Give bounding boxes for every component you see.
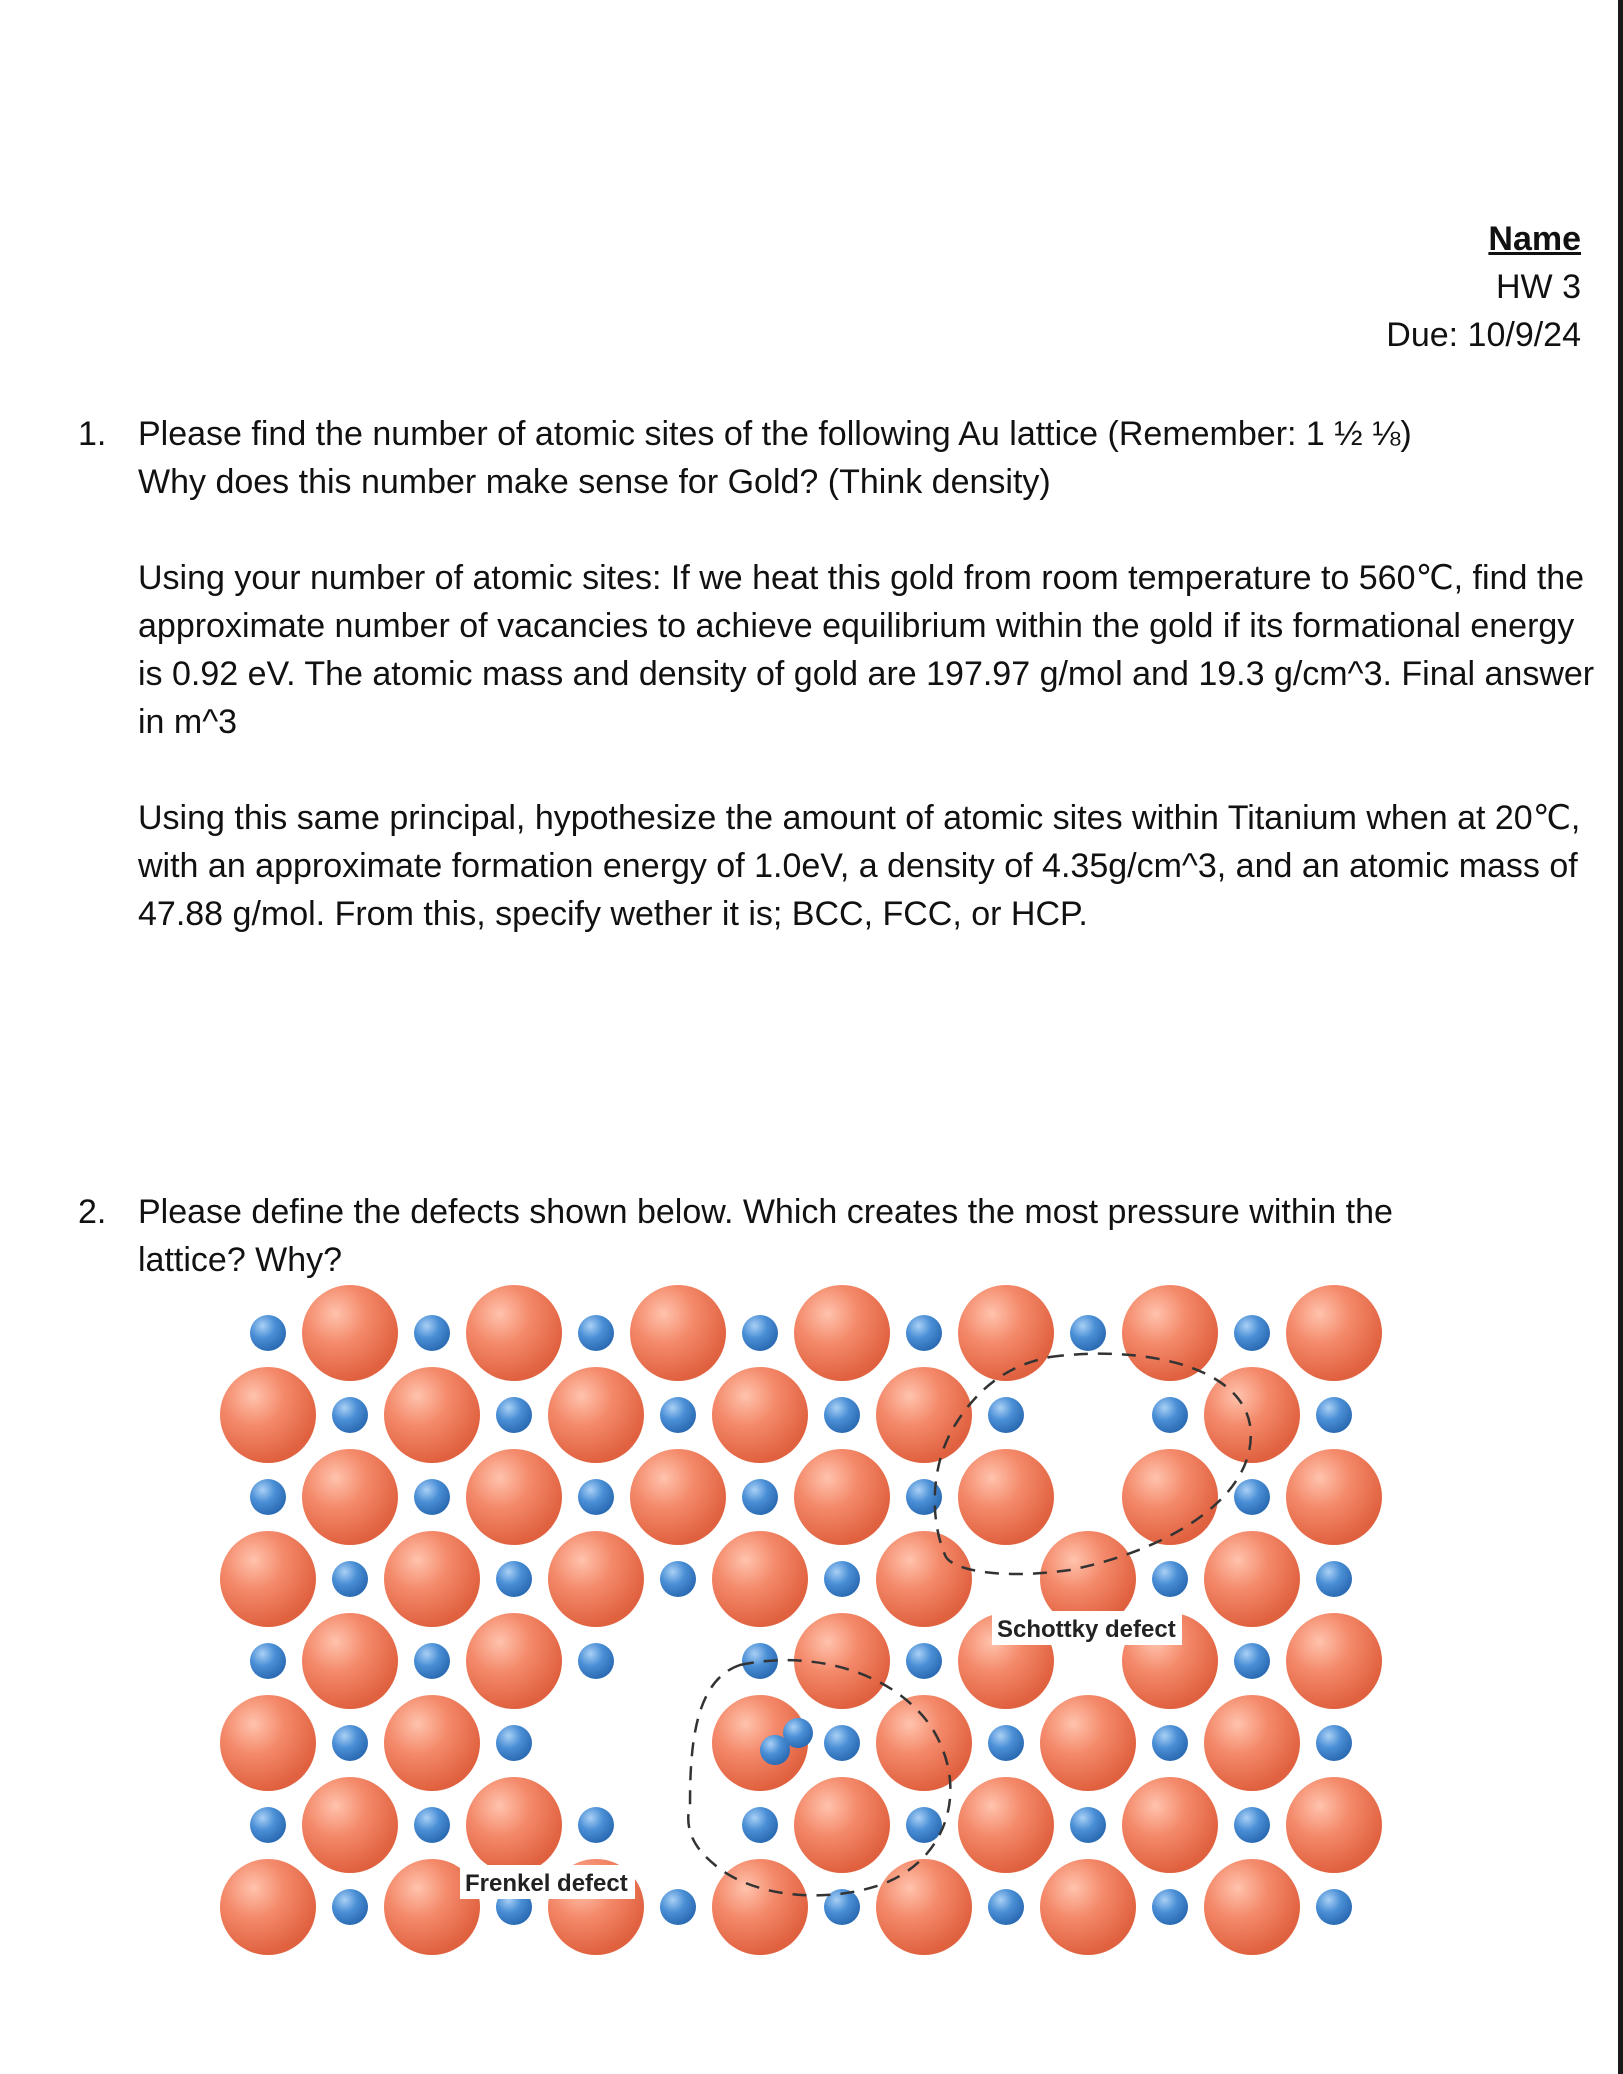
lattice-ions [220,1285,1382,1955]
small-ion [1152,1561,1188,1597]
small-ion [988,1725,1024,1761]
small-ion [332,1561,368,1597]
large-ion [958,1777,1054,1873]
small-ion [988,1397,1024,1433]
small-ion [742,1807,778,1843]
small-ion [496,1397,532,1433]
large-ion [876,1367,972,1463]
question-1 [78,410,1598,938]
large-ion [220,1695,316,1791]
large-ion [1122,1449,1218,1545]
small-ion [250,1479,286,1515]
small-ion [578,1315,614,1351]
large-ion [712,1531,808,1627]
small-ion [250,1643,286,1679]
large-ion [1204,1531,1300,1627]
large-ion [384,1367,480,1463]
small-ion [1234,1807,1270,1843]
small-ion [1316,1725,1352,1761]
large-ion [1286,1777,1382,1873]
small-ion [496,1561,532,1597]
frenkel-defect-label: Frenkel defect [465,1870,628,1897]
question-1-line-2: Why does this number make sense for Gold? (Think density) [138,463,1051,501]
large-ion [302,1449,398,1545]
large-ion [1286,1285,1382,1381]
small-ion [988,1889,1024,1925]
large-ion [302,1777,398,1873]
large-ion [1204,1695,1300,1791]
question-2 [78,1188,1598,1284]
large-ion [302,1285,398,1381]
small-ion [906,1643,942,1679]
large-ion [958,1449,1054,1545]
small-ion [1070,1315,1106,1351]
large-ion [466,1613,562,1709]
question-1-line-1: Please find the number of atomic sites of the following Au lattice (Remember: 1 ½ ⅛) [138,415,1412,453]
small-ion [250,1807,286,1843]
large-ion [220,1367,316,1463]
small-ion [1234,1315,1270,1351]
small-ion [332,1889,368,1925]
large-ion [1286,1613,1382,1709]
small-ion [414,1643,450,1679]
large-ion [466,1449,562,1545]
large-ion [220,1531,316,1627]
large-ion [548,1531,644,1627]
question-1-paragraph-2: Using your number of atomic sites: If we heat this gold from room temperature to 560℃, find the approximate number of vacancies to achieve equilibrium within the gold if its formational energy is 0.92 eV. The atomic mass and density of gold are 197.97 g/mol and 19.3 g/cm^3. Final answer in m^3 [138,559,1595,741]
large-ion [220,1859,316,1955]
due-date: Due: 10/9/24 [1386,316,1581,354]
small-ion [742,1315,778,1351]
large-ion [1204,1859,1300,1955]
small-ion [578,1479,614,1515]
small-ion [906,1807,942,1843]
small-ion [1152,1397,1188,1433]
question-1-number: 1. [78,415,107,453]
small-ion [332,1397,368,1433]
defect-lattice-diagram [210,1285,1410,2015]
large-ion [876,1695,972,1791]
small-ion [1152,1725,1188,1761]
page-edge-line [1618,0,1623,2074]
small-ion [660,1561,696,1597]
large-ion [958,1285,1054,1381]
question-1-paragraph-3: Using this same principal, hypothesize the amount of atomic sites within Titanium when at 20℃, with an approximate formation energy of 1.0eV, a density of 4.35g/cm^3, and an atomic mass of 47.88 g/mol. From this, specify wether it is; BCC, FCC, or HCP. [138,799,1581,933]
small-ion [1316,1889,1352,1925]
question-2-number: 2. [78,1193,107,1231]
large-ion [1286,1449,1382,1545]
large-ion [466,1285,562,1381]
large-ion [384,1531,480,1627]
question-2-line-1: Please define the defects shown below. Which creates the most pressure within the [138,1193,1393,1231]
small-ion [1316,1397,1352,1433]
large-ion [630,1285,726,1381]
small-ion [906,1315,942,1351]
header-block [1386,215,1581,359]
question-2-line-2: lattice? Why? [138,1241,343,1279]
small-ion [1234,1643,1270,1679]
large-ion [876,1859,972,1955]
large-ion [548,1367,644,1463]
large-ion [794,1285,890,1381]
large-ion [466,1777,562,1873]
small-ion [1152,1889,1188,1925]
large-ion [1122,1777,1218,1873]
large-ion [630,1449,726,1545]
small-ion [824,1561,860,1597]
interstitial-ion [783,1718,813,1748]
large-ion [794,1777,890,1873]
large-ion [1122,1285,1218,1381]
small-ion [1070,1807,1106,1843]
small-ion [414,1315,450,1351]
small-ion [496,1725,532,1761]
name-label: Name [1488,220,1581,258]
small-ion [660,1397,696,1433]
large-ion [794,1613,890,1709]
small-ion [250,1315,286,1351]
large-ion [876,1531,972,1627]
small-ion [414,1479,450,1515]
large-ion [1040,1695,1136,1791]
lattice-svg [210,1285,1410,2015]
small-ion [742,1479,778,1515]
hw-label: HW 3 [1496,268,1581,306]
small-ion [1316,1561,1352,1597]
small-ion [414,1807,450,1843]
large-ion [794,1449,890,1545]
small-ion [1234,1479,1270,1515]
schottky-defect-label: Schottky defect [997,1616,1176,1643]
large-ion [712,1367,808,1463]
small-ion [578,1807,614,1843]
large-ion [1040,1859,1136,1955]
small-ion [578,1643,614,1679]
large-ion [302,1613,398,1709]
large-ion [384,1695,480,1791]
small-ion [824,1397,860,1433]
small-ion [332,1725,368,1761]
small-ion [824,1725,860,1761]
small-ion [660,1889,696,1925]
